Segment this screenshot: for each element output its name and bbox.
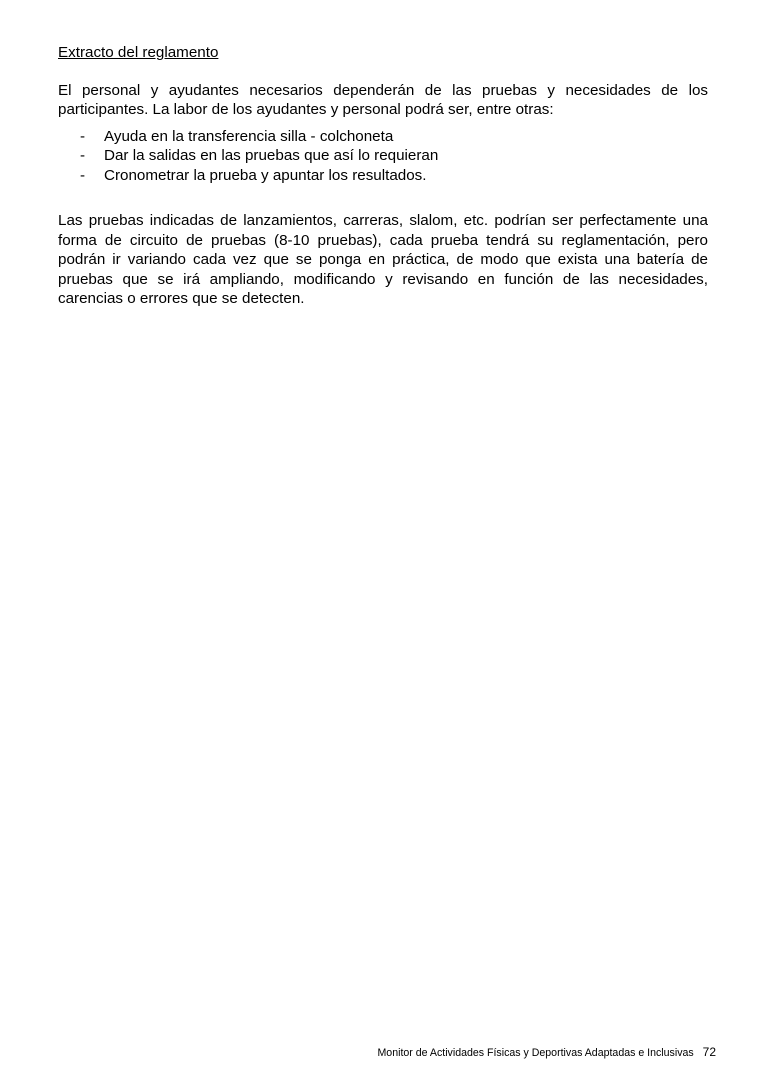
page-footer	[377, 1045, 716, 1060]
list-item-text: Ayuda en la transferencia silla - colchoneta	[104, 127, 394, 145]
list-bullet: -	[80, 127, 86, 145]
intro-paragraph: El personal y ayudantes necesarios dependerán de las pruebas y necesidades de los participantes. La labor de los ayudantes y personal podrá ser, entre otras:	[58, 81, 708, 118]
list-item	[58, 127, 708, 147]
list-item-text: Cronometrar la prueba y apuntar los resultados.	[104, 166, 427, 184]
list-item	[58, 146, 708, 166]
page-number: 72	[702, 1045, 716, 1059]
circuit-paragraph: Las pruebas indicadas de lanzamientos, carreras, slalom, etc. podrían ser perfectamente una forma de circuito de pruebas (8-10 pruebas), cada prueba tendrá su reglamentación, pero podrán ir variando cada vez que se ponga en práctica, de modo que exista una batería de pruebas que se irá ampliando, modificando y revisando en función de las necesidades, carencias o errores que se detecten.	[58, 212, 708, 307]
list-item	[58, 166, 708, 186]
list-item-text: Dar la salidas en las pruebas que así lo requieran	[104, 147, 439, 164]
tasks-list	[58, 127, 708, 186]
section-heading: Extracto del reglamento	[58, 44, 219, 61]
list-bullet: -	[80, 147, 86, 164]
page-content	[58, 43, 708, 309]
list-bullet: -	[80, 166, 86, 184]
footer-title: Monitor de Actividades Físicas y Deportivas Adaptadas e Inclusivas	[377, 1047, 694, 1059]
